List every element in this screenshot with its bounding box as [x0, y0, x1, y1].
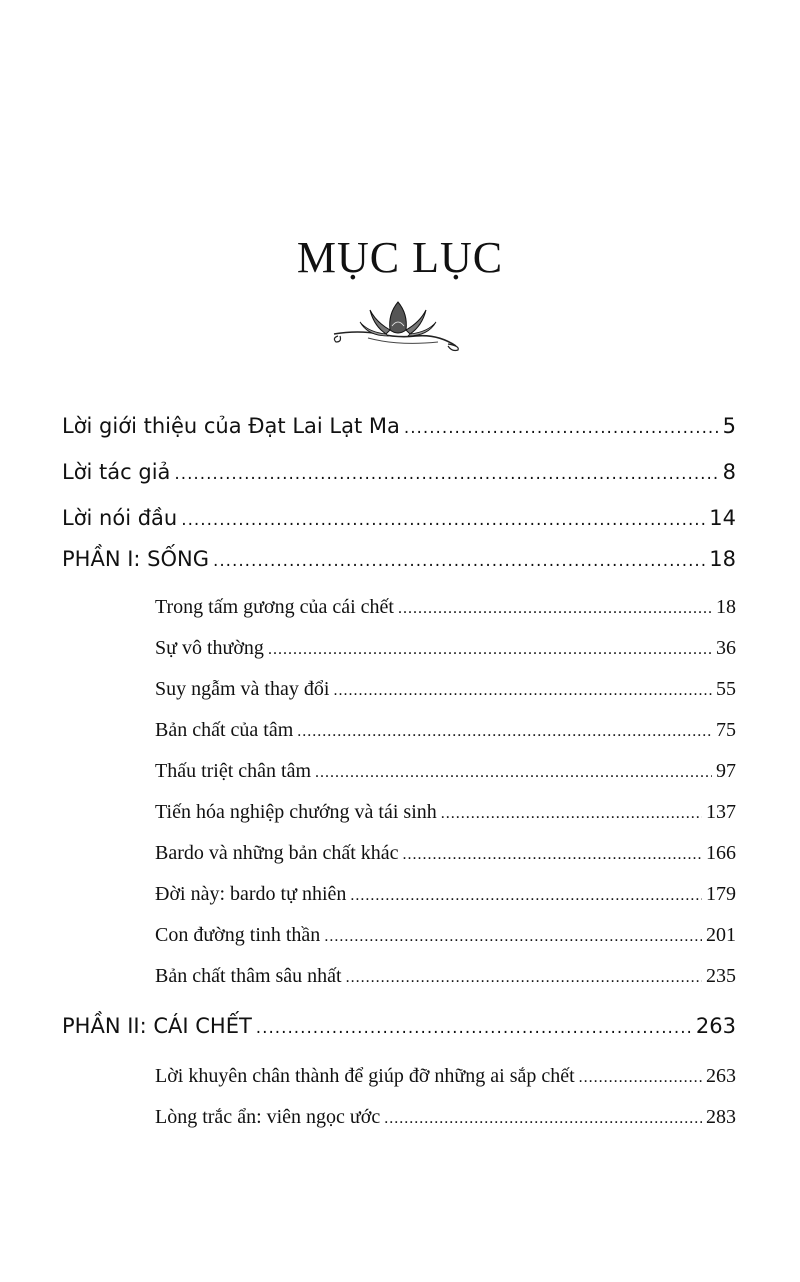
- dot-leader: [350, 887, 702, 905]
- dot-leader: [268, 641, 712, 659]
- toc-chapter[interactable]: [155, 678, 736, 701]
- dot-leader: [384, 1110, 702, 1128]
- lotus-ornament-icon: [328, 296, 468, 356]
- toc-entry-title: Sự vô thường: [155, 637, 264, 659]
- toc-chapter[interactable]: [155, 883, 736, 906]
- toc-entry-title: Lời khuyên chân thành để giúp đỡ những ai sắp chết: [155, 1065, 575, 1087]
- toc-entry-page: 179: [706, 883, 736, 905]
- toc-entry[interactable]: [62, 460, 736, 484]
- dot-leader: [181, 509, 705, 529]
- toc-entry-page: 18: [709, 547, 736, 571]
- toc-entry-page: 75: [716, 719, 736, 741]
- toc-entry-page: 137: [706, 801, 736, 823]
- dot-leader: [333, 682, 712, 700]
- toc-chapter[interactable]: [155, 842, 736, 865]
- dot-leader: [324, 928, 702, 946]
- dot-leader: [174, 463, 718, 483]
- toc-entry-page: 97: [716, 760, 736, 782]
- toc-entry-title: Bản chất của tâm: [155, 719, 294, 741]
- toc-entry-title: Suy ngẫm và thay đổi: [155, 678, 330, 700]
- toc-entry-page: 283: [706, 1106, 736, 1128]
- toc-entry[interactable]: [62, 506, 736, 530]
- dot-leader: [403, 846, 702, 864]
- toc-entry-title: Lòng trắc ẩn: viên ngọc ước: [155, 1106, 381, 1128]
- toc-entry-page: 235: [706, 965, 736, 987]
- toc-entry[interactable]: [62, 414, 736, 438]
- dot-leader: [297, 723, 712, 741]
- toc-entry-page: 55: [716, 678, 736, 700]
- toc-entry-page: 263: [695, 1014, 736, 1038]
- dot-leader: [404, 417, 719, 437]
- page-title: MỤC LỤC: [296, 233, 504, 282]
- dot-leader: [398, 600, 712, 618]
- toc-entry-title: Lời nói đầu: [62, 506, 178, 530]
- dot-leader: [256, 1017, 692, 1037]
- toc-entry-page: 263: [706, 1065, 736, 1087]
- toc-entry-title: Trong tấm gương của cái chết: [155, 596, 394, 618]
- dot-leader: [579, 1069, 702, 1087]
- toc-entry-title: Con đường tinh thần: [155, 924, 321, 946]
- toc-chapter[interactable]: [155, 965, 736, 988]
- toc-entry-page: 8: [722, 460, 736, 484]
- toc-entry-page: 166: [706, 842, 736, 864]
- toc-entry-title: PHẦN I: SỐNG: [62, 547, 209, 571]
- toc-entry-page: 5: [722, 414, 736, 438]
- toc-chapter[interactable]: [155, 801, 736, 824]
- dot-leader: [346, 969, 702, 987]
- toc-chapter[interactable]: [155, 637, 736, 660]
- toc-entry-title: Lời tác giả: [62, 460, 171, 484]
- dot-leader: [213, 550, 705, 570]
- toc-chapter[interactable]: [155, 596, 736, 619]
- toc-part-heading[interactable]: [62, 1014, 736, 1038]
- toc-chapter[interactable]: [155, 924, 736, 947]
- toc-entry-title: Đời này: bardo tự nhiên: [155, 883, 347, 905]
- toc-entry-title: PHẦN II: CÁI CHẾT: [62, 1014, 252, 1038]
- toc-entry-page: 201: [706, 924, 736, 946]
- toc-entry-page: 18: [716, 596, 736, 618]
- toc-entry-page: 36: [716, 637, 736, 659]
- toc-chapter[interactable]: [155, 719, 736, 742]
- dot-leader: [441, 805, 702, 823]
- toc-entry-title: Thấu triệt chân tâm: [155, 760, 312, 782]
- toc-chapter[interactable]: [155, 1106, 736, 1129]
- toc-entry-page: 14: [709, 506, 736, 530]
- toc-chapter[interactable]: [155, 760, 736, 783]
- dot-leader: [315, 764, 712, 782]
- toc-entry-title: Bardo và những bản chất khác: [155, 842, 399, 864]
- toc-entry-title: Bản chất thâm sâu nhất: [155, 965, 342, 987]
- toc-entry-title: Lời giới thiệu của Đạt Lai Lạt Ma: [62, 414, 400, 438]
- toc-chapter[interactable]: [155, 1065, 736, 1088]
- toc-entry-title: Tiến hóa nghiệp chướng và tái sinh: [155, 801, 437, 823]
- toc-part-heading[interactable]: [62, 547, 736, 571]
